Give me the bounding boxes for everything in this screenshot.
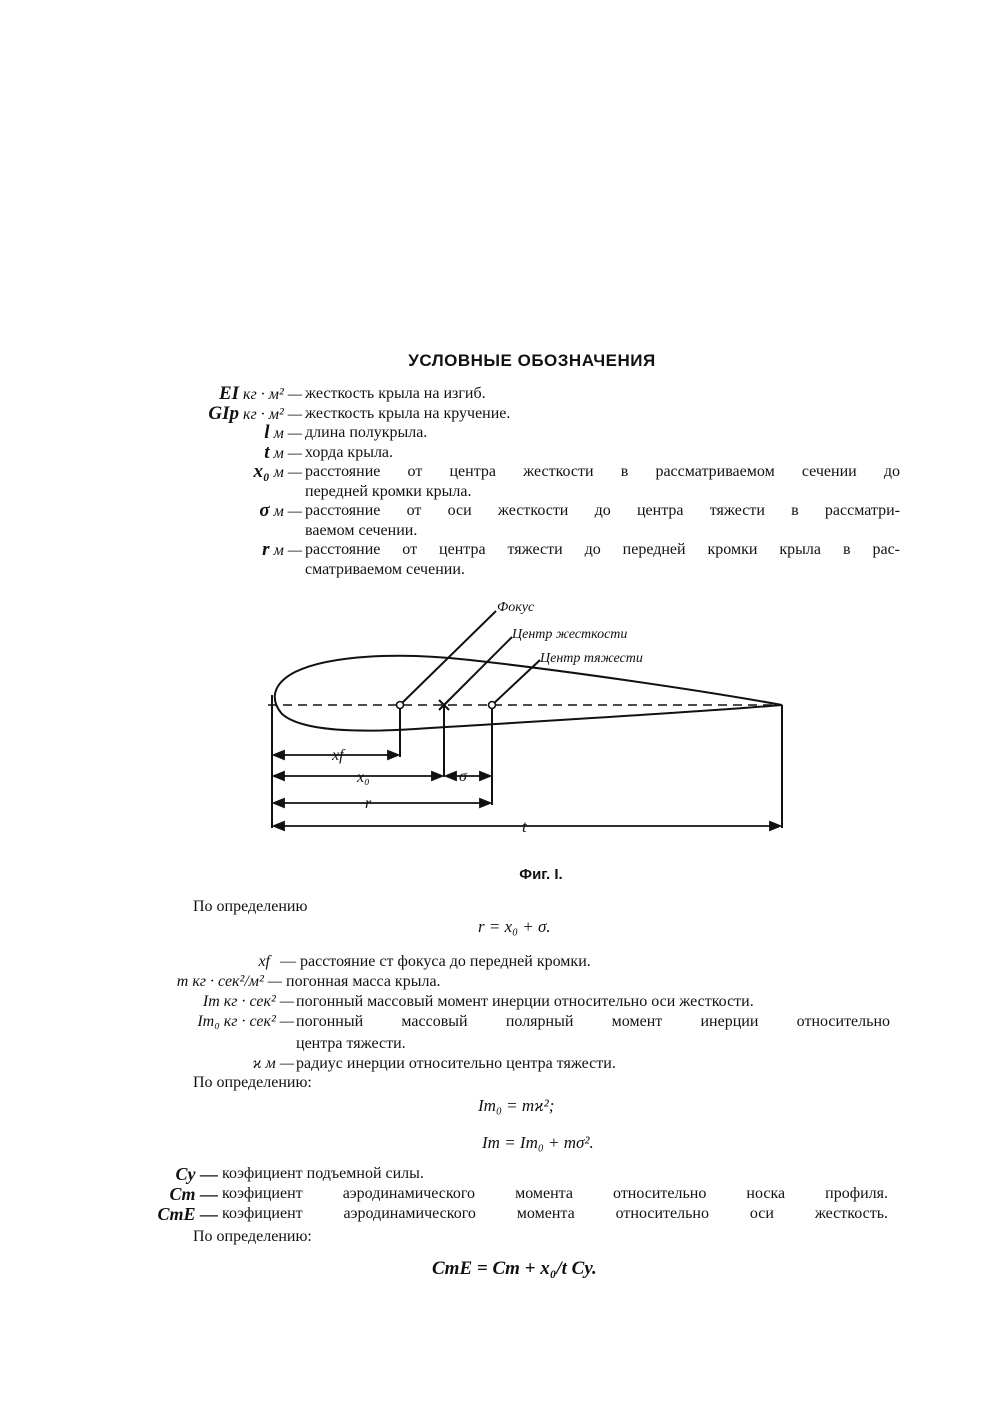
definition-cy [0, 1164, 1000, 1184]
sigma-label: σ [459, 768, 467, 785]
definition-xf [0, 952, 1000, 972]
figure-caption: Фиг. I. [519, 866, 563, 883]
definition-symbol: t м — [264, 441, 302, 463]
definition-text: коэфициент подъемной силы. [222, 1165, 424, 1182]
definition-text: радиус инерции относительно центра тяжести. [296, 1055, 616, 1072]
definition-text: — расстояние ст фокуса до передней кромки. [280, 953, 591, 970]
r-label: r [365, 795, 372, 812]
definition-im0-cont [0, 1032, 1000, 1054]
definition-text-cont: передней кромки крыла. [305, 482, 472, 500]
definition-text: жесткость крыла на изгиб. [305, 385, 486, 402]
definition-text: расстояние от оси жесткости до центра тяжести в рассматри- [305, 502, 900, 519]
definition-text: длина полукрыла. [305, 424, 428, 441]
definition-symbol: x₀ м — [253, 461, 302, 482]
definitions-list-3 [0, 1164, 1000, 1224]
equation-im: Im = Im₀ + mσ². [482, 1133, 594, 1152]
x0-label: x₀ [357, 769, 370, 786]
definition-text-cont: сматриваемом сечении. [305, 560, 465, 578]
definition-text-cont: центра тяжести. [296, 1035, 406, 1052]
definition-cme [0, 1204, 1000, 1224]
definition-text: коэфициент аэродинамического момента относительно носка профиля. [222, 1185, 888, 1202]
gravity-leader [492, 660, 540, 705]
definitions-list-2 [0, 952, 1000, 1074]
definition-symbol: xf [258, 953, 270, 970]
equation-cme: CmE = Cm + x₀/t Cy. [432, 1258, 597, 1279]
definition-symbol: EI кг · м² — [218, 383, 302, 404]
equation-r: r = x₀ + σ. [478, 917, 551, 936]
definition-m [0, 972, 1000, 992]
xf-label: xf [332, 747, 344, 764]
airfoil-outline [275, 656, 782, 731]
by-definition-1: По определению [193, 898, 308, 915]
definition-symbol: Im кг · сек² — [202, 993, 294, 1010]
definition-text: расстояние от центра тяжести до передней кромки крыла в рас- [305, 541, 900, 558]
definition-symbol: ϰ м — [252, 1055, 294, 1072]
definition-symbol: l м — [264, 422, 302, 443]
definition-cm [0, 1184, 1000, 1204]
by-definition-3: По определению: [193, 1228, 312, 1245]
definition-symbol: r м — [262, 539, 302, 560]
definition-symbol: Cm — [169, 1184, 218, 1204]
definition-text: коэфициент аэродинамического момента относительно оси жесткость. [222, 1205, 888, 1222]
definition-text: погонная масса крыла. [286, 973, 441, 990]
definition-text: жесткость крыла на кручение. [305, 404, 511, 422]
definition-symbol: Cy — [175, 1164, 218, 1184]
definition-im [0, 992, 1000, 1012]
equation-im0: Im₀ = mϰ²; [478, 1096, 555, 1115]
definition-im0 [0, 1012, 1000, 1032]
t-label: t [522, 817, 527, 836]
definition-text: хорда крыла. [305, 443, 394, 461]
definition-text: погонный массовый момент инерции относительно оси жесткости. [296, 993, 754, 1010]
gravity-point [489, 702, 496, 709]
focus-point [397, 702, 404, 709]
definition-kappa [0, 1054, 1000, 1074]
gravity-label: Центр тяжести [540, 651, 643, 666]
definition-symbol: CmE — [157, 1204, 218, 1224]
definition-text: погонный массовый полярный момент инерции относительно [296, 1013, 890, 1030]
definition-text-cont: ваемом сечении. [305, 521, 418, 539]
stiffness-label: Центр жесткости [512, 627, 628, 642]
definition-symbol: GIp кг · м² — [208, 402, 302, 424]
focus-leader [400, 611, 496, 705]
focus-label: Фокус [497, 600, 535, 615]
definition-symbol: σ м — [259, 500, 302, 521]
definition-symbol: Im₀ кг · сек² — [197, 1013, 294, 1030]
definition-text: расстояние от центра жесткости в рассматриваемом сечении до [305, 463, 900, 480]
definition-symbol: m кг · сек²/м² — [176, 973, 282, 990]
by-definition-2: По определению: [193, 1074, 312, 1091]
page-title: УСЛОВНЫЕ ОБОЗНАЧЕНИЯ [408, 351, 656, 370]
